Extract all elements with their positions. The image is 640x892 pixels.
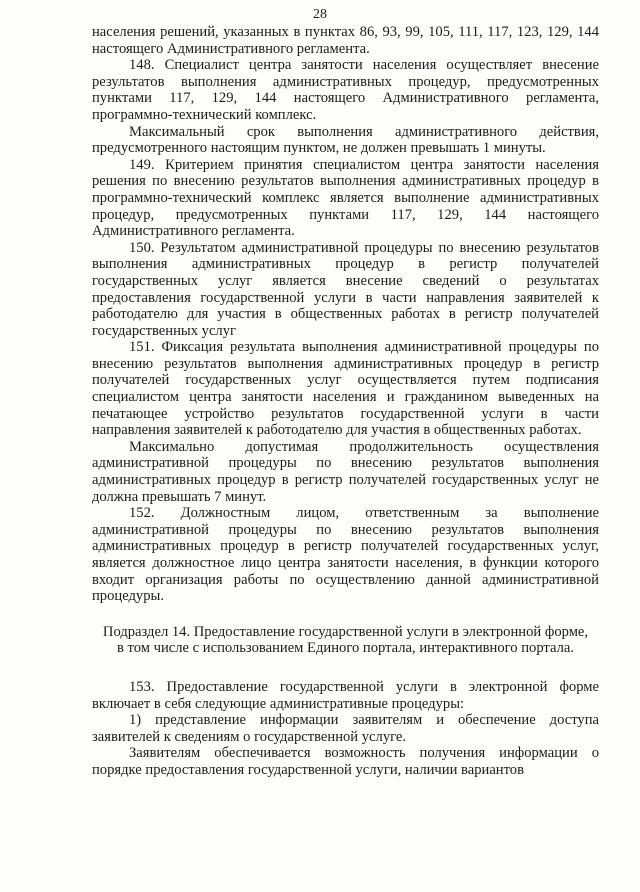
subsection-heading-line-2: в том числе с использованием Единого портала, интерактивного портала.: [117, 640, 574, 657]
paragraph-153-info: Заявителям обеспечивается возможность получения информации о порядке предоставления государственной услуги, наличии вариантов: [92, 745, 599, 778]
spacer: [92, 605, 599, 624]
paragraph-continuation: населения решений, указанных в пунктах 86, 93, 99, 105, 111, 117, 123, 129, 144 настоящего Административного регламента.: [92, 24, 599, 57]
paragraph-148-time-limit: Максимальный срок выполнения административного действия, предусмотренного настоящим пунктом, не должен превышать 1 минуты.: [92, 123, 599, 157]
paragraph-153-item-1: 1) представление информации заявителям и обеспечение доступа заявителей к сведениям о государственной услуге.: [92, 712, 599, 745]
paragraph-149: 149. Критерием принятия специалистом центра занятости населения решения по внесению результатов выполнения административных процедур в программно-технический комплекс является выполнение административных процедур, предусмотренных пунктами 117, 129, 144 настоящего Административного регламента.: [92, 156, 599, 240]
subsection-heading-line-1: Подраздел 14. Предоставление государственной услуги в электронной форме,: [102, 623, 589, 640]
document-body: [92, 24, 599, 779]
paragraph-151-time-limit: Максимально допустимая продолжительность осуществления административной процедуры по внесению результатов выполнения административных процедур в регистр получателей государственных услуг не должна превышать 7 минут.: [92, 438, 599, 505]
paragraph-148: 148. Специалист центра занятости населения осуществляет внесение результатов выполнения административных процедур, предусмотренных пунктами 117, 129, 144 настоящего Административного регламента, программно-технический комплекс.: [92, 57, 599, 123]
paragraph-152: 152. Должностным лицом, ответственным за выполнение административной процедуры по внесению результатов выполнения административных процедур в регистр получателей государственных услуг, является должностное лицо центра занятости населения, в функции которого входит организация работы по осуществлению данной административной процедуры.: [92, 505, 599, 605]
paragraph-153: 153. Предоставление государственной услуги в электронной форме включает в себя следующие административные процедуры:: [92, 678, 599, 712]
spacer: [92, 657, 599, 679]
paragraph-150: 150. Результатом административной процедуры по внесению результатов выполнения административных процедур в регистр получателей государственных услуг является внесение сведений о результатах предоставления государственной услуги в части направления заявителей к работодателю для участия в общественных работах в регистр получателей государственных услуг: [92, 239, 599, 339]
paragraph-151: 151. Фиксация результата выполнения административной процедуры по внесению результатов выполнения административных процедур в регистр получателей государственных услуг осуществляется путем подписания специалистом центра занятости населения и гражданином выведенных на печатающее устройство результатов государственной услуги в части направления заявителей к работодателю для участия в общественных работах.: [92, 339, 599, 439]
page-number: 28: [313, 7, 327, 22]
